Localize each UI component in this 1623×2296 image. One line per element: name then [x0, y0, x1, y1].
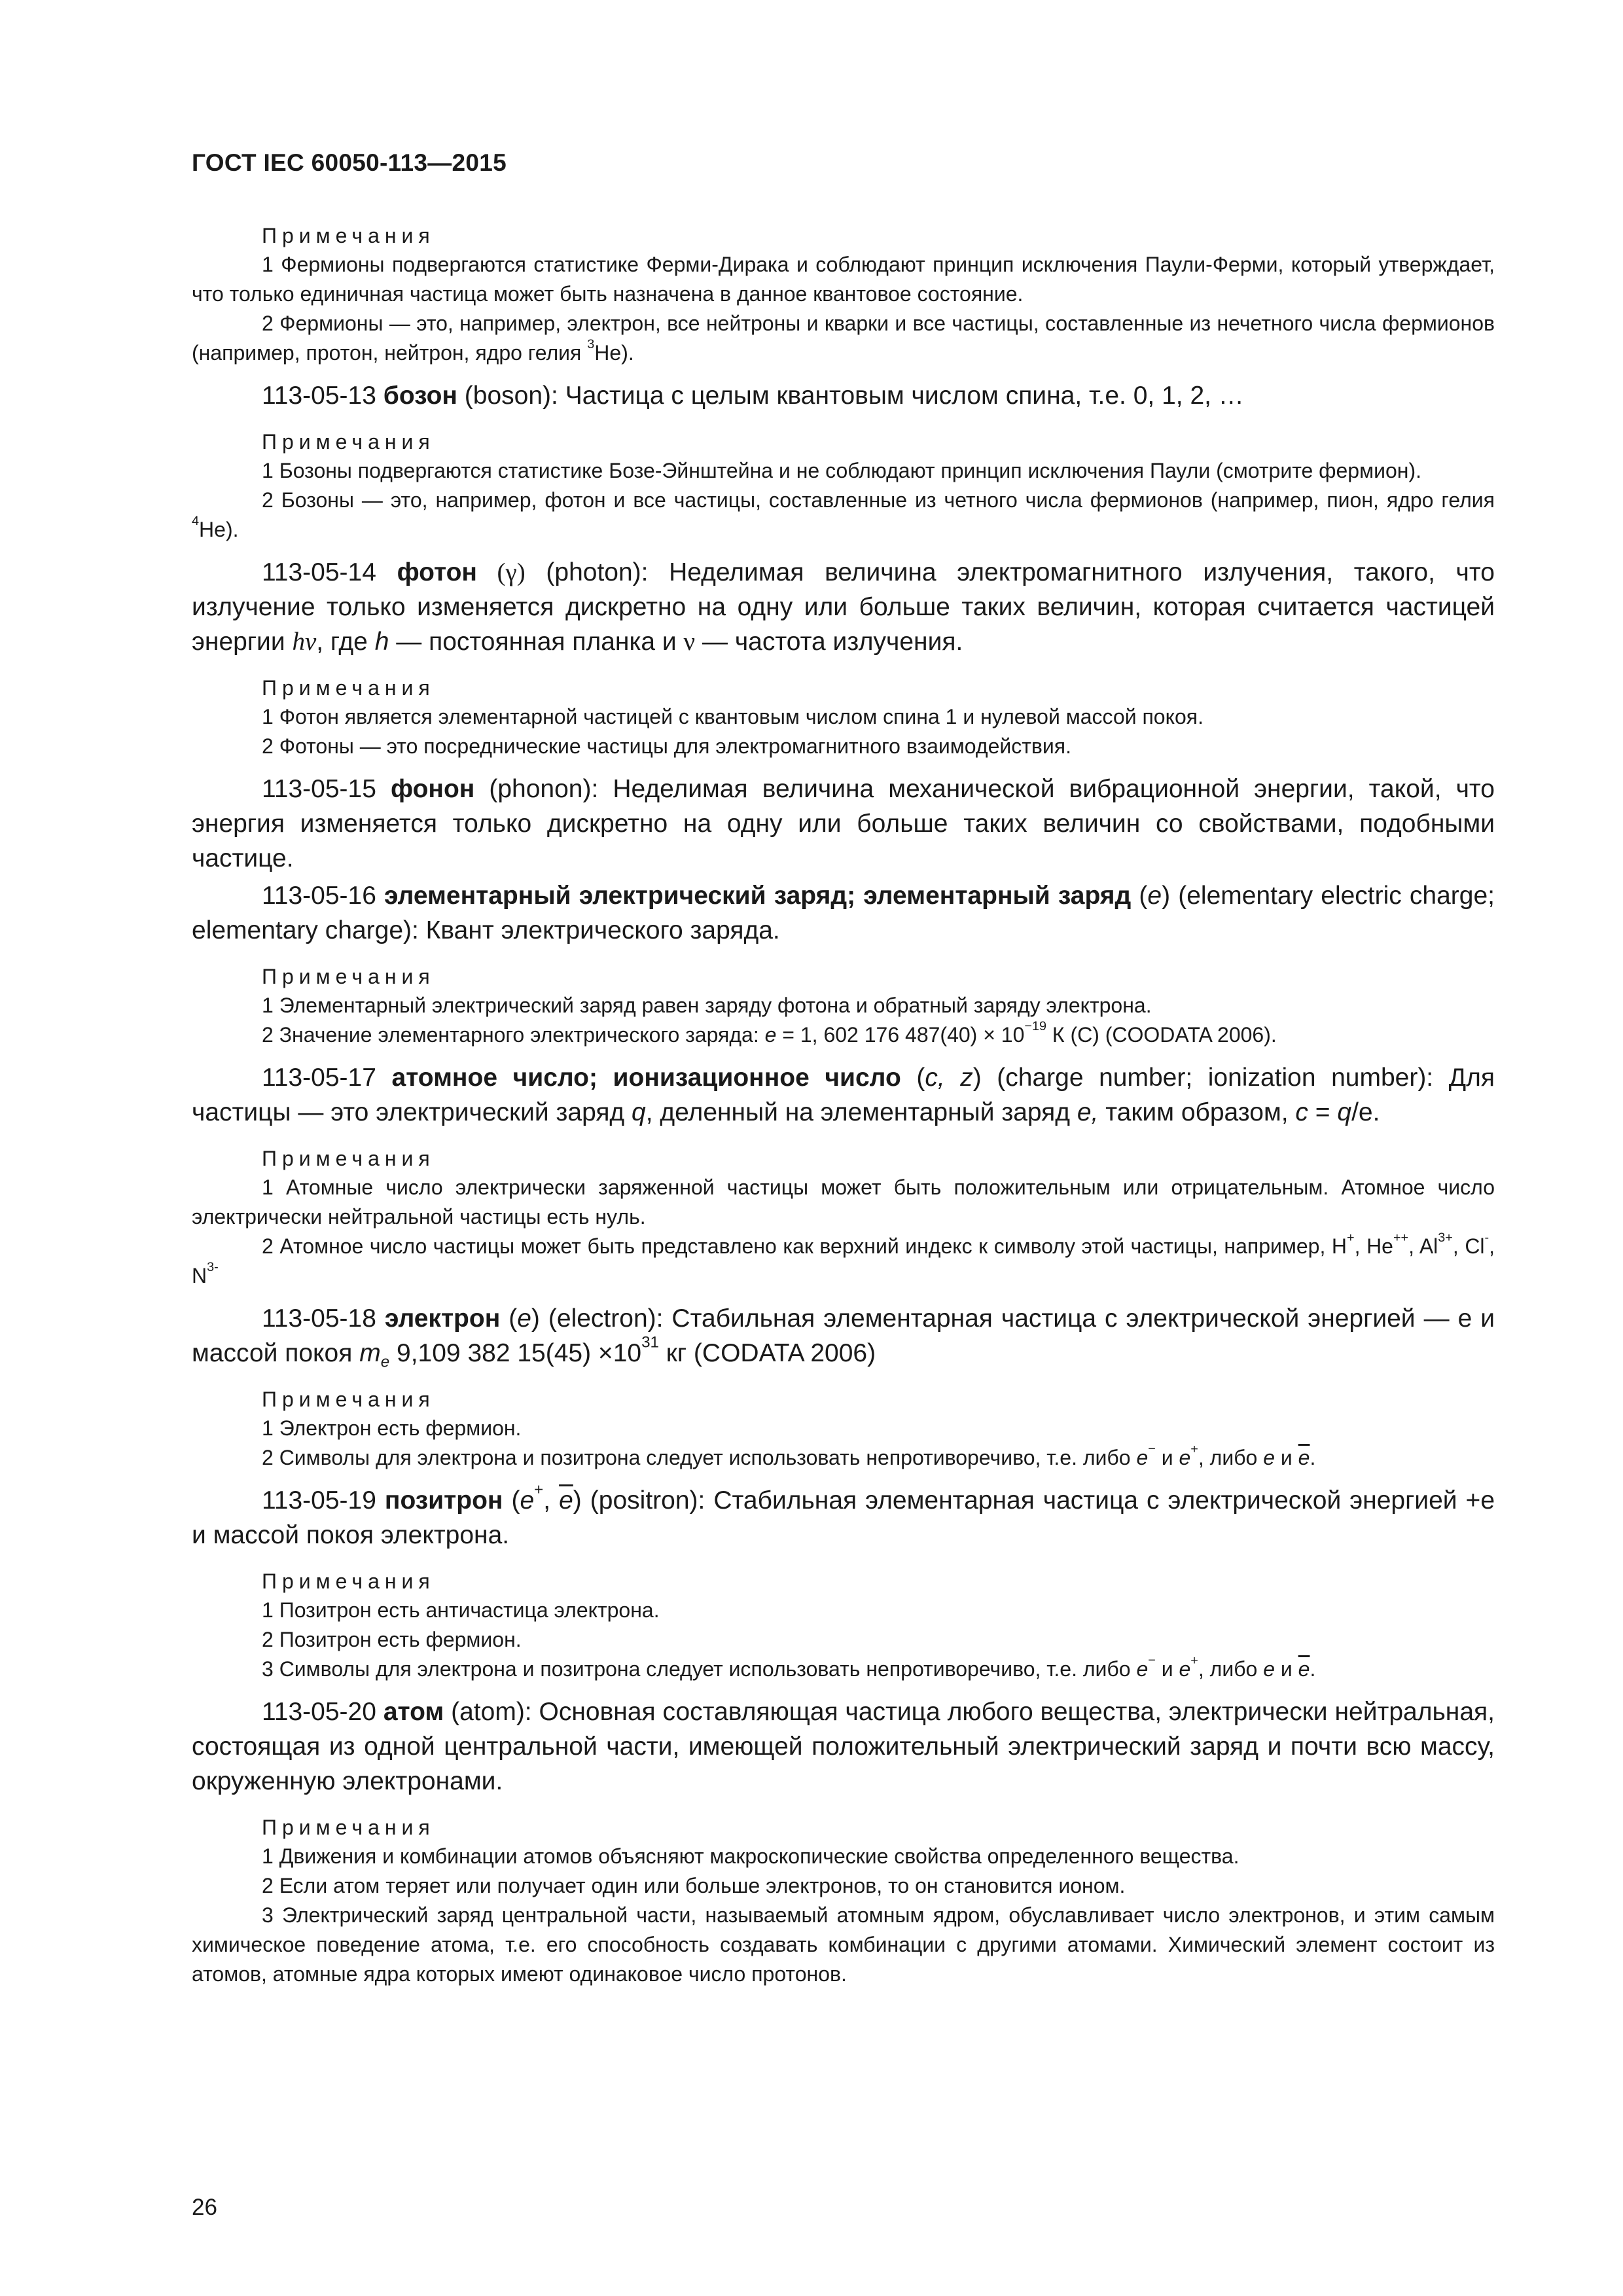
term-name: электрон: [384, 1304, 501, 1333]
term-name: позитрон: [384, 1486, 503, 1515]
document-body: [192, 221, 1495, 2000]
term-number: 113-05-19: [262, 1486, 376, 1515]
notes-label: Примечания: [262, 1570, 435, 1593]
term-atomic-number: 113-05-17 атомное число; ионизационное число (c, z) (charge number; ionization number): Для частицы — это электрический заряд q, деленный на элементарный заряд e, таким образом, c = q/e.: [192, 1064, 1495, 1126]
term-name: фонон: [390, 775, 475, 803]
document-header: ГОСТ IEC 60050-113—2015: [192, 149, 507, 176]
term-symbol: e: [517, 1304, 531, 1333]
term-symbol: e: [1147, 882, 1162, 910]
note-1: 1 Электрон есть фермион.: [262, 1416, 522, 1440]
notes-label: Примечания: [262, 965, 435, 988]
photon-notes: [192, 673, 1495, 761]
notes-label: Примечания: [262, 430, 435, 454]
term-number: 113-05-13: [262, 382, 376, 410]
notes-label: Примечания: [262, 224, 435, 247]
term-number: 113-05-16: [262, 882, 376, 910]
term-name: элементарный электрический заряд; элементарный заряд: [384, 882, 1132, 910]
charge-notes: [192, 962, 1495, 1050]
term-symbol: (γ): [477, 558, 526, 586]
page-number: 26: [192, 2195, 217, 2220]
note-1: 1 Фотон является элементарной частицей с квантовым числом спина 1 и нулевой массой покоя.: [262, 705, 1204, 728]
note-3: 3 Символы для электрона и позитрона следует использовать непротиворечиво, т.е. либо e− и e+, либо e и $\overline{e}$.: [262, 1653, 1316, 1681]
note-1: 1 Атомные число электрически заряженной частицы может быть положительным или отрицательным. Атомное число электрически нейтральной частицы есть нуль.: [192, 1175, 1495, 1229]
term-phonon: [192, 772, 1495, 876]
note-2: 2 Значение элементарного электрического заряда: e = 1, 602 176 $487(40) \times 10^{-19}$ К (С) (COODATA 2006).: [262, 1019, 1277, 1047]
note-1: 1 Бозоны подвергаются статистике Бозе-Эйнштейна и не соблюдают принцип исключения Паули (смотрите фермион).: [262, 459, 1421, 482]
note-2: 2 Фермионы — это, например, электрон, все нейтроны и кварки и все частицы, составленные из нечетного числа фермионов (например, протон, нейтрон, ядро гелия $^3$He).: [192, 312, 1495, 365]
positron-notes: [192, 1567, 1495, 1684]
note-2: 2 Бозоны — это, например, фотон и все частицы, составленные из четного числа фермионов (например, пион, ядро гелия $^4$He).: [192, 488, 1495, 541]
term-atom: [192, 1695, 1495, 1799]
term-boson: [192, 378, 1495, 413]
atomic-number-notes: [192, 1144, 1495, 1291]
note-1: 1 Позитрон есть античастица электрона.: [262, 1598, 660, 1622]
note-2: 2 Символы для электрона и позитрона следует использовать непротиворечиво, т.е. либо e− и e+, либо e и $\overline{e}$.: [262, 1442, 1316, 1469]
term-number: 113-05-15: [262, 775, 376, 803]
term-number: 113-05-17: [262, 1064, 376, 1092]
term-name: атомное число; ионизационное число: [391, 1064, 901, 1092]
term-elementary-charge: 113-05-16 элементарный электрический заряд; элементарный заряд (e) (elementary electric charge; elementary charge): Квант электрического заряда.: [192, 882, 1495, 944]
notes-label: Примечания: [262, 1388, 435, 1411]
term-definition: (positron): Стабильная элементарная частица с электрической энергией +е и массой покоя электрона.: [192, 1486, 1495, 1549]
term-electron: 113-05-18 электрон (e) (electron): Стабильная элементарная частица с электрической энергией — е и массой покоя $m_e$ 9,109 382 $15(45) \times 10^{31}$ кг (CODATA 2006): [192, 1304, 1495, 1371]
note-2: 2 Фотоны — это посреднические частицы для электромагнитного взаимодействия.: [262, 734, 1071, 758]
term-number: 113-05-18: [262, 1304, 376, 1333]
note-1: 1 Движения и комбинации атомов объясняют макроскопические свойства определенного вещества.: [262, 1844, 1240, 1868]
term-number: 113-05-20: [262, 1698, 376, 1726]
boson-notes: [192, 427, 1495, 545]
note-2: 2 Если атом теряет или получает один или больше электронов, то он становится ионом.: [262, 1874, 1126, 1897]
term-definition: (phonon): Неделимая величина механической вибрационной энергии, такой, что энергия изменяется только дискретно на одну или больше таких величин со свойствами, подобными частице.: [192, 775, 1495, 872]
note-2: 2 Атомное число частицы может быть представлено как верхний индекс к символу этой частицы, например, H+, He++, $Al^{3+}$, Cl-, $N^{3-}$: [192, 1230, 1495, 1287]
note-2: 2 Позитрон есть фермион.: [262, 1628, 522, 1651]
term-definition: (elementary electric charge; elementary charge): Квант электрического заряда.: [192, 882, 1495, 944]
notes-label: Примечания: [262, 1816, 435, 1839]
term-name: атом: [383, 1698, 444, 1726]
term-positron: 113-05-19 позитрон (e+, $\overline{e}$) (positron): Стабильная элементарная частица с электрической энергией +е и массой покоя электрона.: [192, 1480, 1495, 1549]
term-photon: 113-05-14 фотон (γ) (photon): Неделимая величина электромагнитного излучения, такого, что излучение только изменяется дискретно на одну или больше таких величин, которая считается частицей энергии hν, где h — постоянная планка и ν — частота излучения.: [192, 558, 1495, 656]
atom-notes: [192, 1813, 1495, 1989]
electron-notes: [192, 1385, 1495, 1473]
term-symbol: c, z: [925, 1064, 973, 1092]
note-1: 1 Фермионы подвергаются статистике Ферми-Дирака и соблюдают принцип исключения Паули-Ферми, который утверждает, что только единичная частица может быть назначена в данное квантовое состояние.: [192, 253, 1495, 306]
term-number: 113-05-14: [262, 558, 376, 586]
note-3: 3 Электрический заряд центральной части, называемый атомным ядром, обуславливает число электронов, и этим самым химическое поведение атома, т.е. его способность создавать комбинации с другими атомами. Химический элемент состоит из атомов, атомные ядра которых имеют одинаковое число протонов.: [192, 1903, 1495, 1986]
term-definition: (boson): Частица с целым квантовым числом спина, т.е. 0, 1, 2, …: [457, 382, 1244, 410]
note-1: 1 Элементарный электрический заряд равен заряду фотона и обратный заряду электрона.: [262, 994, 1152, 1017]
notes-label: Примечания: [262, 1147, 435, 1170]
term-definition: (atom): Основная составляющая частица любого вещества, электрически нейтральная, состоящая из одной центральной части, имеющей положительный электрический заряд и почти всю массу, окруженную электронами.: [192, 1698, 1495, 1795]
term-name: фотон: [397, 558, 477, 586]
notes-label: Примечания: [262, 676, 435, 700]
term-name: бозон: [383, 382, 457, 410]
fermion-notes: [192, 221, 1495, 368]
